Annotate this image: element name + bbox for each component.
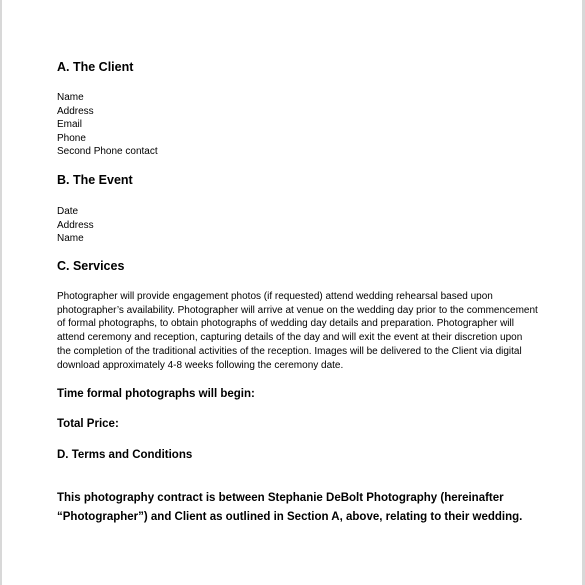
client-field-phone: Phone xyxy=(57,132,86,144)
section-heading-client: A. The Client xyxy=(57,60,134,74)
event-field-address: Address xyxy=(57,219,94,231)
section-heading-terms: D. Terms and Conditions xyxy=(57,449,193,461)
services-paragraph xyxy=(57,290,538,372)
terms-paragraph xyxy=(57,489,532,527)
terms-line: This photography contract is between Stephanie DeBolt Photography (hereinafter xyxy=(57,492,504,504)
services-line: Photographer will provide engagement photos (if requested) attend wedding rehearsal based upon xyxy=(57,291,493,302)
client-field-name: Name xyxy=(57,92,84,103)
event-field-date: Date xyxy=(57,206,79,217)
time-formal-label: Time formal photographs will begin: xyxy=(57,388,255,400)
section-heading-event: B. The Event xyxy=(57,173,133,187)
services-line: download approximately 4-8 weeks following the ceremony date. xyxy=(57,359,344,371)
total-price-label: Total Price: xyxy=(57,418,119,430)
client-field-address: Address xyxy=(57,105,94,117)
section-heading-services: C. Services xyxy=(57,259,125,273)
terms-line: “Photographer”) and Client as outlined in Section A, above, relating to their wedding. xyxy=(57,511,523,523)
page-left-edge xyxy=(0,0,2,585)
client-field-email: Email xyxy=(57,119,83,130)
services-line: attend ceremony and reception, capturing details of the day and will exit the event at their discretion upon xyxy=(57,332,523,344)
services-line: of formal photographs, to obtain photographs of wedding day details and preparation. Photographer will xyxy=(57,318,514,330)
event-field-name: Name xyxy=(57,233,84,244)
services-line: the completion of the traditional activities of the reception. Images will be delivered to the Client via digital xyxy=(57,345,522,357)
client-field-second-phone: Second Phone contact xyxy=(57,146,158,157)
services-line: photographer’s availability. Photographer will arrive at venue on the wedding day prior to the commencement xyxy=(57,304,538,316)
